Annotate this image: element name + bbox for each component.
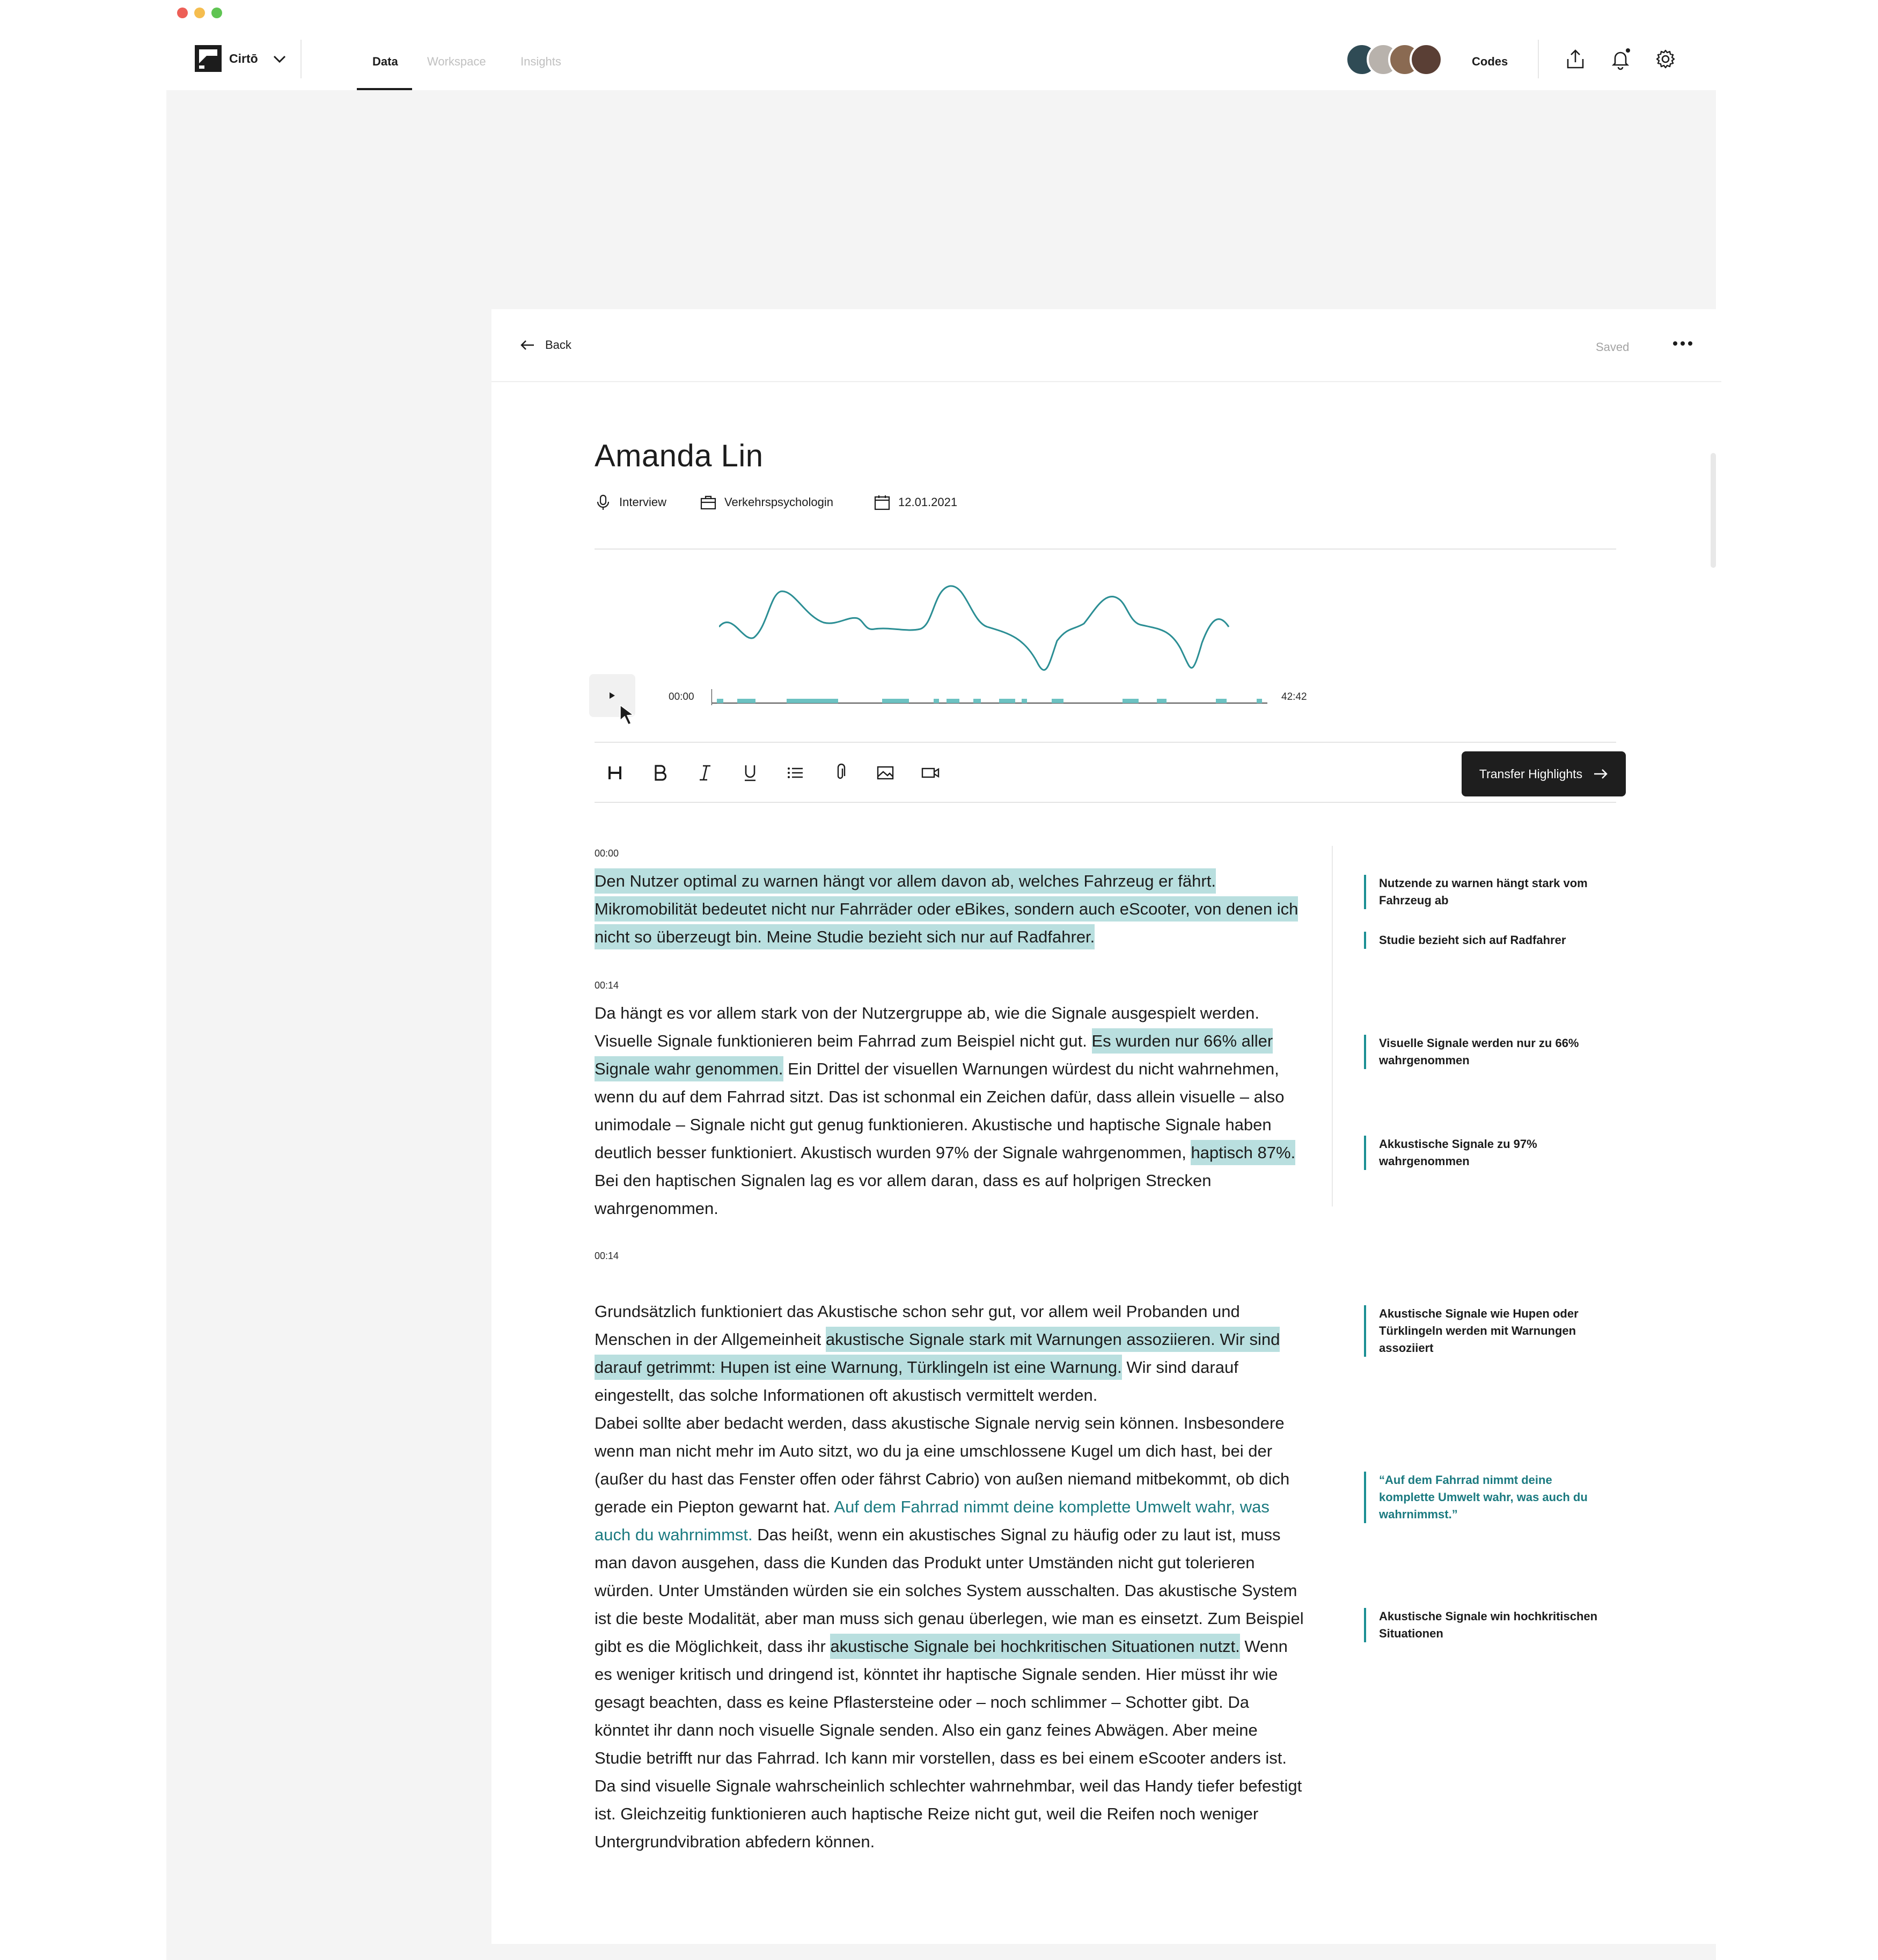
bell-icon[interactable]: [1609, 47, 1632, 71]
arrow-left-icon: [519, 339, 535, 352]
highlight-note[interactable]: Akustische Signale win hochkritischen Situationen: [1364, 1608, 1611, 1642]
bold-icon[interactable]: [650, 763, 670, 782]
divider: [1538, 40, 1539, 78]
image-icon[interactable]: [876, 763, 895, 782]
start-time: 00:00: [669, 691, 694, 703]
timestamp[interactable]: 00:14: [595, 980, 619, 991]
attachment-icon[interactable]: [831, 763, 850, 782]
video-icon[interactable]: [921, 763, 940, 782]
italic-icon[interactable]: [695, 763, 715, 782]
end-time: 42:42: [1281, 691, 1307, 703]
highlight[interactable]: akustische Signale bei hochkritischen Situationen nutzt.: [830, 1634, 1239, 1659]
save-status: Saved: [1596, 340, 1630, 354]
formatting-toolbar: [595, 743, 1616, 802]
waveform-line: [719, 586, 1229, 670]
highlight[interactable]: haptisch 87%.: [1191, 1140, 1295, 1165]
audio-timeline[interactable]: [711, 685, 1267, 706]
back-button[interactable]: [519, 338, 571, 352]
gear-icon[interactable]: [1654, 47, 1677, 71]
transcript-text: Wir sind darauf eingestellt, das solche Informationen oft akustisch vermittelt werden. Dabei sollte aber bedacht werden, dass akustische Signale nervig sein können. Insbesondere wenn man nicht mehr im Auto sitzt, wo du ja eine umschlossene Kugel um dich hast, bei der (außer du hast das Fenster offen oder fährst Cabrio) von außen niemand mitbekommt, ob dich gerade ein Piepton gewarnt hat.: [595, 1358, 1290, 1516]
underline-icon[interactable]: [740, 763, 760, 782]
transcript-paragraph[interactable]: [595, 999, 1308, 1223]
highlight-note[interactable]: Studie bezieht sich auf Radfahrer: [1364, 932, 1611, 949]
list-icon[interactable]: [786, 763, 805, 782]
maximize-window-button[interactable]: [211, 8, 222, 18]
sidebar-divider: [1332, 846, 1333, 1206]
highlight[interactable]: Den Nutzer optimal zu warnen hängt vor allem davon ab, welches Fahrzeug er fährt. Mikromobilität bedeutet nicht nur Fahrräder oder eBikes, sondern auch eScooter, von denen ich nicht so überzeugt bin. Meine Studie bezieht sich nur auf Radfahrer.: [595, 868, 1298, 949]
divider: [595, 548, 1616, 550]
chevron-down-icon[interactable]: [272, 53, 288, 65]
transcript-text: Da hängt es vor allem stark von der Nutzergruppe ab, wie die Signale ausgespielt werden. Visuelle Signale funktionieren beim Fahrrad zum Beispiel nicht gut.: [595, 1004, 1259, 1050]
audio-player: [589, 674, 1405, 738]
highlight[interactable]: Es wurden nur 66% aller Signale wahr genommen.: [595, 1028, 1273, 1081]
audio-waveform: [719, 584, 1294, 681]
collaborator-avatars[interactable]: [1345, 43, 1447, 77]
tab-insights[interactable]: Insights: [520, 55, 561, 68]
microphone-icon: [595, 494, 612, 511]
divider: [300, 40, 302, 78]
highlight-note[interactable]: Visuelle Signale werden nur zu 66% wahrgenommen: [1364, 1035, 1611, 1069]
workspace-canvas: [166, 90, 1716, 1960]
avatar[interactable]: [1410, 43, 1443, 76]
highlight-note[interactable]: Nutzende zu warnen hängt stark vom Fahrzeug ab: [1364, 875, 1611, 909]
transcript-paragraph[interactable]: [595, 1270, 1308, 1856]
transcript-paragraph[interactable]: [595, 867, 1308, 951]
document-card: [491, 309, 1721, 1944]
meta-date: [874, 494, 957, 511]
page-title: Amanda Lin: [595, 438, 764, 473]
close-window-button[interactable]: [177, 8, 188, 18]
card-header: [491, 309, 1721, 382]
more-options-icon[interactable]: [1670, 337, 1696, 350]
meta-role: [700, 494, 833, 511]
divider: [595, 802, 1616, 803]
back-label: Back: [545, 338, 571, 352]
transcript-text: Bei den haptischen Signalen lag es vor allem daran, dass es auf holprigen Strecken wahrgenommen.: [595, 1171, 1212, 1218]
meta-type-label: Interview: [619, 495, 667, 509]
brand-name[interactable]: Cirtō: [229, 52, 258, 65]
tab-data[interactable]: Data: [372, 55, 398, 68]
timestamp[interactable]: 00:14: [595, 1250, 619, 1261]
arrow-right-icon: [1593, 768, 1608, 780]
tab-workspace[interactable]: Workspace: [427, 55, 486, 68]
transcript-text: Grundsätzlich funktioniert das Akustische schon sehr gut, vor allem weil Probanden und Menschen in der Allgemeinheit: [595, 1302, 1240, 1349]
brand-logo-icon: [195, 45, 222, 72]
window-controls: [177, 8, 222, 18]
calendar-icon: [874, 494, 891, 511]
timestamp[interactable]: 00:00: [595, 848, 619, 859]
transcript-text: Ein Drittel der visuellen Warnungen würdest du nicht wahrnehmen, wenn du auf dem Fahrrad sitzt. Das ist schonmal ein Zeichen dafür, dass allein visuelle – also unimodale – Signale nicht gut genug funktionieren. Akustische und haptische Signale haben deutlich besser funktioniert. Akustisch wurden 97% der Signale wahrgenommen,: [595, 1059, 1285, 1162]
quote-note[interactable]: “Auf dem Fahrrad nimmt deine komplette Umwelt wahr, was auch du wahrnimmst.”: [1364, 1472, 1611, 1523]
share-icon[interactable]: [1564, 47, 1587, 71]
transfer-highlights-label: Transfer Highlights: [1479, 766, 1583, 781]
minimize-window-button[interactable]: [194, 8, 205, 18]
highlight-note[interactable]: Akustische Signale wie Hupen oder Türklingeln werden mit Warnungen assoziiert: [1364, 1305, 1611, 1357]
highlight-note[interactable]: Akkustische Signale zu 97% wahrgenommen: [1364, 1136, 1611, 1170]
codes-button[interactable]: Codes: [1472, 55, 1508, 68]
meta-role-label: Verkehrspsychologin: [724, 495, 834, 509]
quote-highlight[interactable]: Auf dem Fahrrad nimmt deine komplette Umwelt wahr, was auch du wahrnimmst.: [595, 1497, 1270, 1544]
meta-type: [595, 494, 666, 511]
highlight[interactable]: akustische Signale stark mit Warnungen assoziieren. Wir sind darauf getrimmt: Hupen ist eine Warnung, Türklingeln ist eine Warnung.: [595, 1327, 1280, 1380]
transcript-text: Wenn es weniger kritisch und dringend ist, könntet ihr haptische Signale senden. Hier müsst ihr wie gesagt beachten, dass es keine Pflastersteine oder – noch schlimmer – Schotter gibt. Da könntet ihr dann noch visuelle Signale senden. Also ein ganz feines Abwägen. Aber meine Studie betrifft nur das Fahrrad. Ich kann mir vorstellen, dass es bei einem eScooter anders ist. Da sind visuelle Signale wahrscheinlich schlechter wahrnehmbar, weil das Handy tiefer befestigt ist. Gleichzeitig funktionieren auch haptische Reize nicht gut, weil die Reifen noch weniger Untergrundvibration abfedern können.: [595, 1637, 1302, 1851]
transcript-text: Das heißt, wenn ein akustisches Signal zu häufig oder zu laut ist, muss man davon ausgehen, dass die Kunden das Produkt unter Umständen nicht gut tolerieren würden. Unter Umständen würden sie ein solches System ausschalten. Das akustische System ist die beste Modalität, aber man muss sich genau überlegen, wie man es einsetzt. Zum Beispiel gibt es die Möglichkeit, dass ihr: [595, 1525, 1304, 1656]
cursor-icon: [619, 704, 635, 726]
heading-icon[interactable]: [605, 763, 625, 782]
transfer-highlights-button[interactable]: [1462, 751, 1626, 796]
briefcase-icon: [700, 494, 717, 511]
meta-date-label: 12.01.2021: [898, 495, 958, 509]
scrollbar[interactable]: [1711, 453, 1716, 568]
app-bar: [166, 31, 1716, 90]
